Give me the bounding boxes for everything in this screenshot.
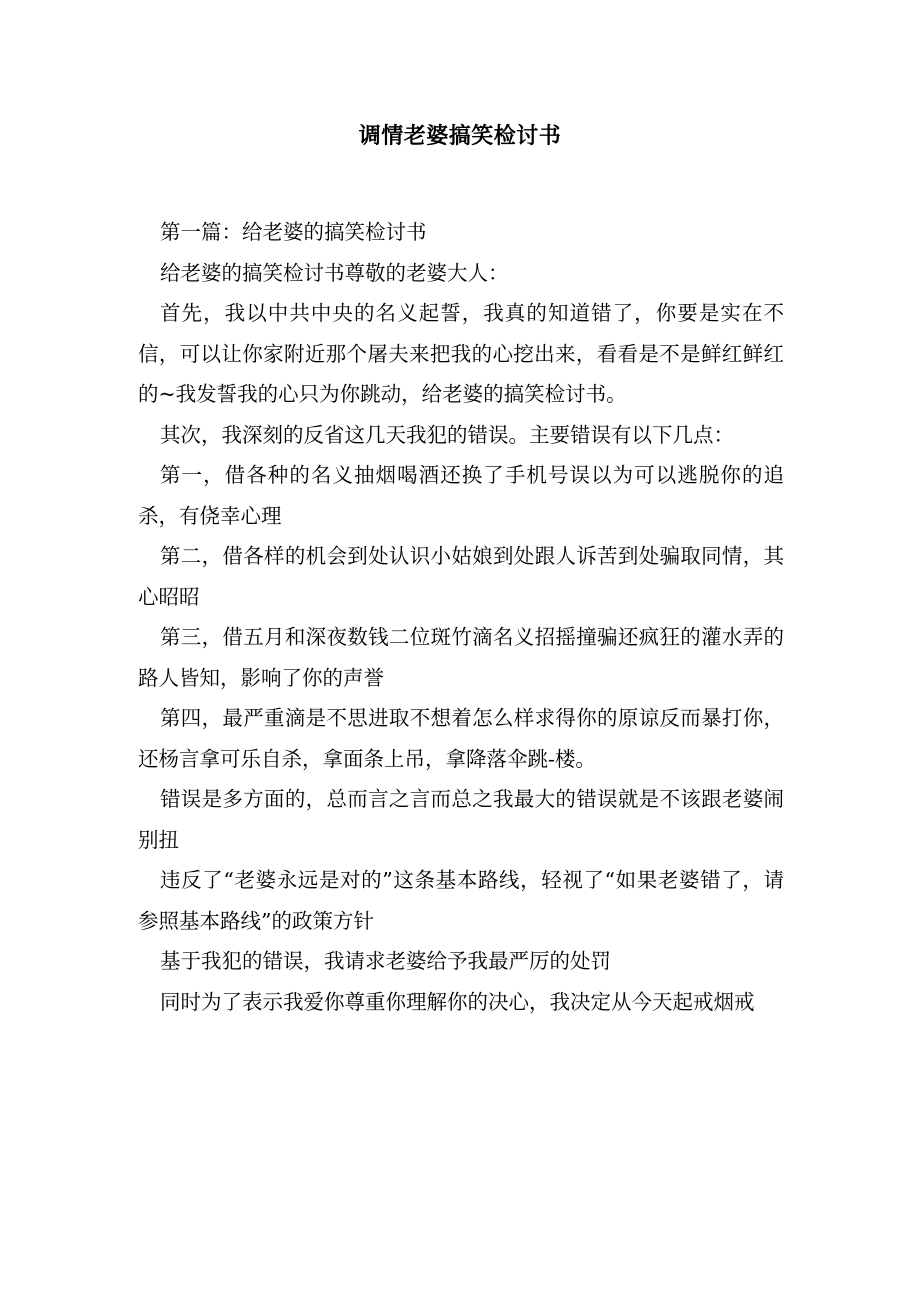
paragraph: 第二，借各样的机会到处认识小姑娘到处跟人诉苦到处骗取同情，其心昭昭 bbox=[138, 544, 784, 609]
paragraph: 给老婆的搞笑检讨书尊敬的老婆大人： bbox=[160, 260, 509, 285]
paragraph: 第一，借各种的名义抽烟喝酒还换了手机号误以为可以逃脱你的追杀，有侥幸心理 bbox=[138, 463, 784, 528]
paragraph: 首先，我以中共中央的名义起誓，我真的知道错了，你要是实在不信，可以让你家附近那个屠夫来把我的心挖出来，看看是不是鲜红鲜红的~我发誓我的心只为你跳动，给老婆的搞笑检讨书。 bbox=[138, 301, 784, 406]
paragraph: 第一篇：给老婆的搞笑检讨书 bbox=[160, 220, 427, 244]
paragraph: 错误是多方面的，总而言之言而总之我最大的错误就是不该跟老婆闹别扭 bbox=[138, 787, 784, 852]
paragraph: 基于我犯的错误，我请求老婆给予我最严厉的处罚 bbox=[160, 949, 611, 973]
document-body bbox=[138, 212, 784, 1022]
paragraph: 其次，我深刻的反省这几天我犯的错误。主要错误有以下几点： bbox=[160, 422, 734, 447]
paragraph: 同时为了表示我爱你尊重你理解你的决心，我决定从今天起戒烟戒 bbox=[160, 989, 755, 1014]
paragraph: 第三，借五月和深夜数钱二位斑竹滴名义招摇撞骗还疯狂的灌水弄的路人皆知，影响了你的声誉 bbox=[138, 625, 784, 690]
paragraph: 违反了“老婆永远是对的”这条基本路线，轻视了“如果老婆错了，请参照基本路线”的政策方针 bbox=[138, 868, 784, 933]
document-title: 调情老婆搞笑检讨书 bbox=[358, 123, 562, 149]
paragraph: 第四，最严重滴是不思进取不想着怎么样求得你的原谅反而暴打你，还杨言拿可乐自杀，拿面条上吊，拿降落伞跳-楼。 bbox=[138, 706, 784, 771]
